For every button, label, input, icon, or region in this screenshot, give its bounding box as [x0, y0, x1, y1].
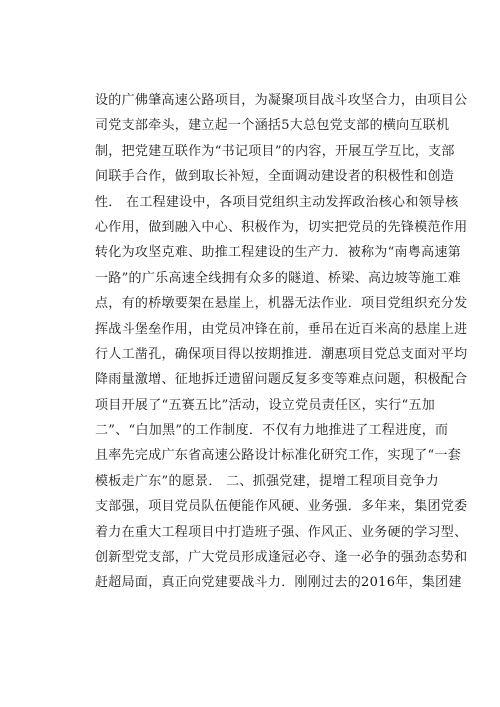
text-line: 着力在重大工程项目中打造班子强、作风正、业务硬的学习型、	[95, 524, 468, 540]
text-line: 心作用，做到融入中心、积极作为，切实把党员的先锋模范作用	[95, 219, 468, 235]
text-line: 降雨量激增、征地拆迁遗留问题反复多变等难点问题，积极配合	[95, 372, 468, 388]
text-line: 挥战斗堡垒作用，由党员冲锋在前，垂吊在近百米高的悬崖上进	[95, 321, 468, 337]
text-line: 支部强，项目党员队伍便能作风硬、业务强．多年来，集团党委	[95, 499, 468, 515]
text-line: 一路”的广乐高速全线拥有众多的隧道、桥梁、高边坡等施工难	[95, 270, 462, 286]
text-line: 创新型党支部，广大党员形成逢冠必夺、逢一必争的强劲态势和	[95, 550, 468, 566]
text-line: 赶超局面，真正向党建要战斗力．刚刚过去的2016年，集团建	[95, 575, 462, 591]
text-line: 制，把党建互联作为“书记项目”的内容，开展互学互比，支部	[95, 143, 455, 159]
text-line: 间联手合作，做到取长补短，全面调动建设者的积极性和创造	[95, 169, 455, 185]
text-line: 项目开展了“五赛五比”活动，设立党员责任区，实行“五加	[95, 397, 436, 413]
text-line: 性． 在工程建设中，各项目党组织主动发挥政治核心和领导核	[95, 194, 459, 210]
text-line: 且率先完成广东省高速公路设计标准化研究工作，实现了“一套	[95, 448, 462, 464]
text-line: 司党支部牵头，建立起一个涵括5大总包党支部的横向互联机	[95, 118, 450, 134]
body-paragraph	[95, 88, 468, 596]
text-line: 设的广佛肇高速公路项目，为凝聚项目战斗攻坚合力，由项目公	[95, 93, 468, 108]
text-line: 行人工凿孔，确保项目得以按期推进．潮惠项目党总支面对平均	[95, 346, 468, 362]
text-line: 点，有的桥墩要架在悬崖上，机器无法作业．项目党组织充分发	[95, 296, 468, 312]
text-line: 转化为攻坚克难、助推工程建设的生产力．被称为“南粤高速第	[95, 245, 462, 261]
text-line: 模板走广东”的愿景． 二、抓强党建，提增工程项目竞争力	[95, 473, 439, 489]
text-line: 二”、“白加黑”的工作制度．不仅有力地推进了工程进度，而	[95, 423, 449, 439]
